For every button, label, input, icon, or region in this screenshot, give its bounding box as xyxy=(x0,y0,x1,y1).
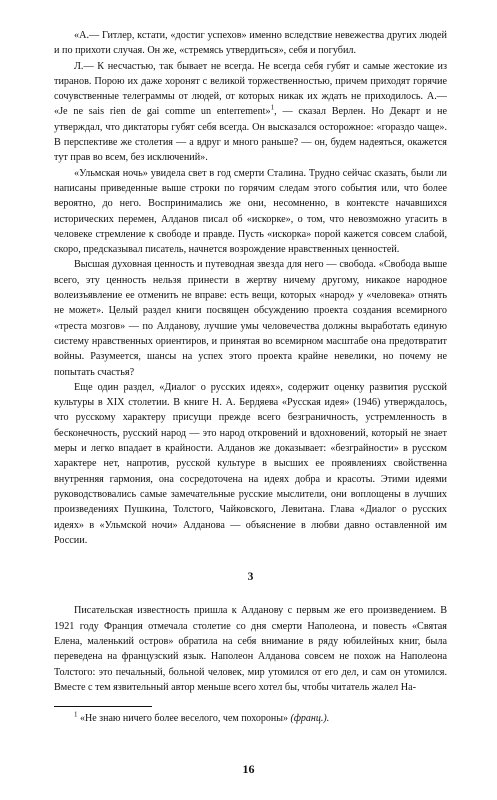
footnote-text: «Не знаю ничего более веселого, чем похороны» xyxy=(80,713,288,724)
section-heading: 3 xyxy=(247,571,254,584)
footnote xyxy=(54,712,447,726)
paragraph-2 xyxy=(54,59,447,166)
paragraph-3: «Ульмская ночь» увидела свет в год смерти Сталина. Трудно сейчас сказать, были ли написаны приведенные выше строки по горячим следам этого события или, что более вероятно, до него. Воспринимались же они, несомненно, в контексте начавшихся исторических перемен, Алданов писал об «искорке», о том, что невозможно угасить в человеке стремление к свободе и правде. Пусть «искорка» порой кажется совсем слабой, скоро, предсказывал писатель, начнется возрождение нравственных ценностей. xyxy=(54,167,447,256)
footnote-marker: 1 xyxy=(74,710,78,719)
paragraph-2-continuation: , — сказал Верлен. Но Декарт и не утверждал, что диктаторы губят себя всегда. Он высказался осторожное: «гораздо чаще». В перспективе же столетия — а вдруг и много раньше? — он, будем надеяться, окажется тут прав во всем, без исключений». xyxy=(54,106,448,164)
paragraph-2-text: Л.— К несчастью, так бывает не всегда. Не всегда себя губят и самые жестокие из тиранов. Порою их даже хоронят с великой торжественностью, причем приходят горячие сочувственные телеграммы от людей, от которых никак их ждать не приходилось. А.— «Je ne sais rien de gai comme un enterrement» xyxy=(54,60,447,118)
footnote-reference: 1 xyxy=(270,104,275,113)
footnote-language-note: (франц.). xyxy=(290,713,330,724)
body-text xyxy=(54,28,447,695)
paragraph-5: Еще один раздел, «Диалог о русских идеях», содержит оценку развития русской культуры в XIX столетии. В книге Н. А. Бердяева «Русская идея» (1946) утверждалось, что русскому характеру присущи прежде всего безграничность, устремленность в бесконечность, русский народ — это народ откровений и вдохновений, который не знает меры и легко впадает в крайности. Алданов же доказывает: «безграйности» в русском характере нет, напротив, русской культуре в высших ее проявлениях свойственна внутренняя гармония, она сосредоточена на идеях добра и красоты. Этими идеями руководствовались самые замечательные русские мыслители, они воплощены в лучших произведениях Пушкина, Толстого, Чайковского, Левитана. Глава «Диалог о русских идеях» в «Ульмской ночи» Алданова — объяснение в любви давно оставленной им России. xyxy=(54,381,447,546)
page-number: 16 xyxy=(242,762,255,776)
paragraph-6: Писательская известность пришла к Алданову с первым же его произведением. В 1921 году Франция отмечала столетие со дня смерти Наполеона, и повесть «Святая Елена, маленький остров» обратила на себя внимание в ряду юбилейных книг, была переведена на французский язык. Наполеон Алданова совсем не похож на Наполеона Толстого: это печальный, больной человек, мир утомился от его дел, и сам он утомился. Вместе с тем язвительный автор меньше всего хотел бы, чтобы читатель жалел На- xyxy=(54,605,447,693)
footnote-divider xyxy=(54,706,152,707)
paragraph-4: Высшая духовная ценность и путеводная звезда для него — свобода. «Свобода выше всего, эту ценность нельзя принести в жертву ничему другому, никакое народное волеизъявление ее отменить не вправе: есть вещи, которых «народ» у «человека» отнять не может». Целый раздел книги посвящен обсуждению проекта создания всемирного «треста мозгов» — по Алданову, лучшие умы человечества должны выработать единую систему нравственных ориентиров, и принятая во всемирном масштабе она предотвратит войны. Разумеется, шансы на успех этого проекта крайне невелики, но почему не попытать счастья? xyxy=(54,259,447,378)
paragraph-1: «А.— Гитлер, кстати, «достиг успехов» именно вследствие невежества других людей и по прихоти случая. Он же, «стремясь утвердиться», себя и погубил. xyxy=(54,30,447,57)
